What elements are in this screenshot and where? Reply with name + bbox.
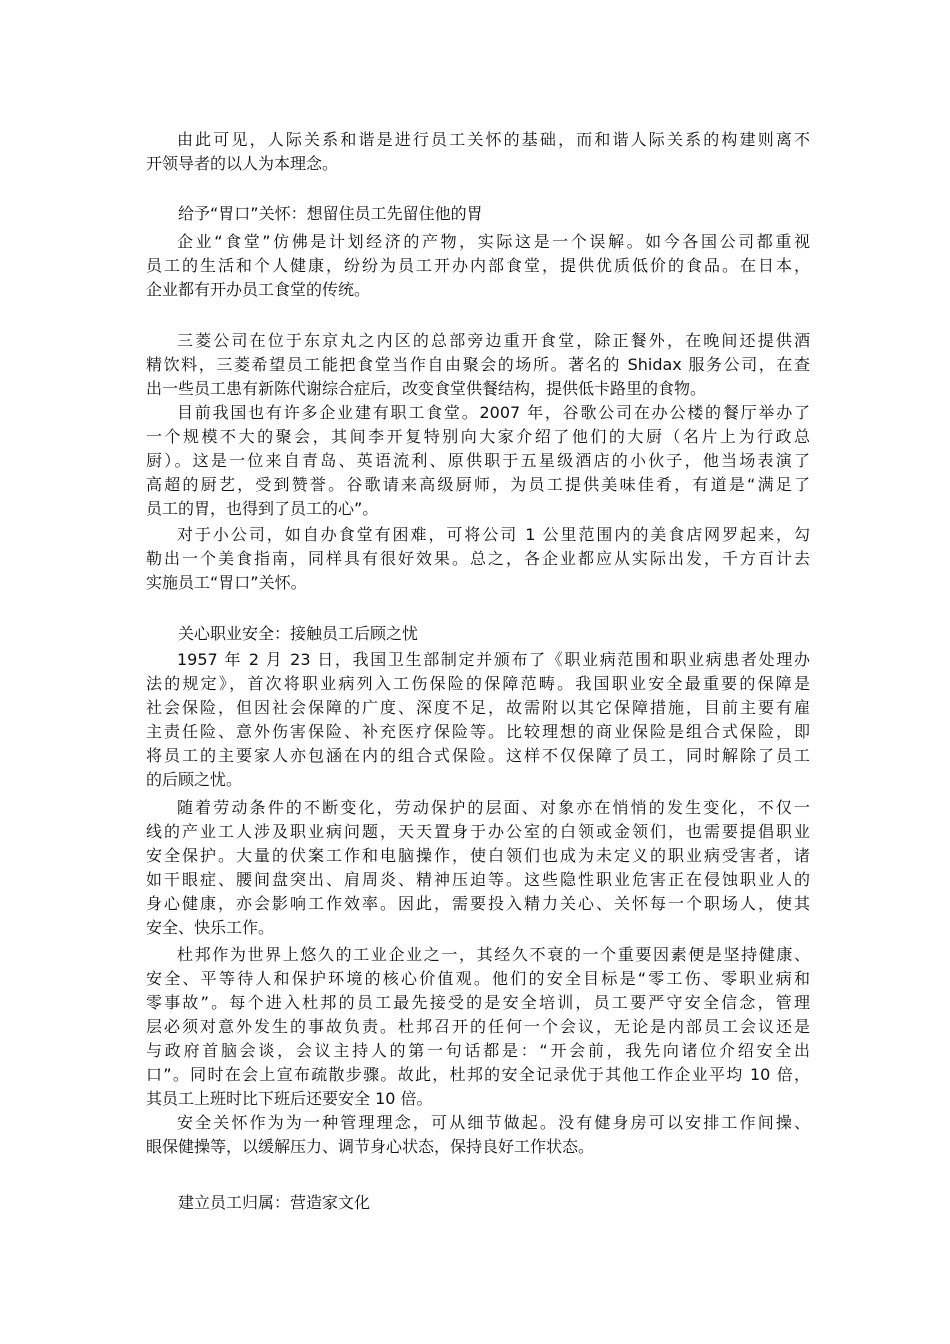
text-line: 安全保护。大量的伏案工作和电脑操作，使白领们也成为未定义的职业病受害者，诸	[146, 846, 810, 865]
text-line: 员工的胃，也得到了员工的心”。	[146, 499, 379, 518]
text-line: 高超的厨艺，受到赞誉。谷歌请来高级厨师，为员工提供美味佳肴，有道是“满足了	[146, 475, 810, 494]
text-line: 安全、平等待人和保护环境的核心价值观。他们的安全目标是“零工伤、零职业病和	[146, 969, 810, 988]
text-line: 线的产业工人涉及职业病问题，天天置身于办公室的白领或金领们，也需要提倡职业	[146, 822, 810, 841]
text-line: 的后顾之忧。	[146, 770, 243, 789]
text-line: 勒出一个美食指南，同样具有很好效果。总之，各企业都应从实际出发，千方百计去	[146, 549, 810, 568]
text-line: 身心健康，亦会影响工作效率。因此，需要投入精力关心、关怀每一个职场人，使其	[146, 894, 810, 913]
text-line: 开领导者的以人为本理念。	[146, 154, 339, 173]
text-line: 将员工的主要家人亦包涵在内的组合式保险。这样不仅保障了员工，同时解除了员工	[146, 746, 810, 765]
text-line: 与政府首脑会谈，会议主持人的第一句话都是：“开会前，我先向诸位介绍安全出	[146, 1041, 810, 1060]
text-line: 法的规定》，首次将职业病列入工伤保险的保障范畴。我国职业安全最重要的保障是	[146, 674, 810, 693]
text-line: 员工的生活和个人健康，纷纷为员工开办内部食堂，提供优质低价的食品。在日本，	[146, 256, 810, 275]
text-line: 其员工上班时比下班后还要安全 10 倍。	[146, 1089, 433, 1108]
text-line: 主责任险、意外伤害保险、补充医疗保险等。比较理想的商业保险是组合式保险，即	[146, 722, 810, 741]
text-line: 由此可见，人际关系和谐是进行员工关怀的基础，而和谐人际关系的构建则离不	[177, 130, 810, 149]
text-line: 精饮料，三菱希望员工能把食堂当作自由聚会的场所。著名的 Shidax 服务公司，在查	[146, 355, 810, 374]
text-line: 三菱公司在位于东京丸之内区的总部旁边重开食堂，除正餐外，在晚间还提供酒	[177, 331, 810, 350]
text-line: 随着劳动条件的不断变化，劳动保护的层面、对象亦在悄悄的发生变化，不仅一	[177, 798, 810, 817]
text-line: 出一些员工患有新陈代谢综合症后，改变食堂供餐结构，提供低卡路里的食物。	[146, 379, 707, 398]
section-heading: 建立员工归属：营造家文化	[178, 1193, 371, 1212]
section-heading: 关心职业安全：接触员工后顾之忧	[178, 624, 419, 643]
section-heading: 给予“胃口”关怀：想留住员工先留住他的胃	[178, 204, 483, 223]
text-line: 层必须对意外发生的事故负责。杜邦召开的任何一个会议，无论是内部员工会议还是	[146, 1017, 810, 1036]
text-line: 目前我国也有许多企业建有职工食堂。2007 年，谷歌公司在办公楼的餐厅举办了	[177, 403, 810, 422]
text-line: 口”。同时在会上宣布疏散步骤。故此，杜邦的安全记录优于其他工作企业平均 10 倍，	[146, 1065, 810, 1084]
text-line: 企业“食堂”仿佛是计划经济的产物，实际这是一个误解。如今各国公司都重视	[177, 232, 810, 251]
text-line: 安全、快乐工作。	[146, 918, 275, 937]
text-line: 厨）。这是一位来自青岛、英语流利、原供职于五星级酒店的小伙子，他当场表演了	[146, 451, 810, 470]
text-line: 一个规模不大的聚会，其间李开复特别向大家介绍了他们的大厨（名片上为行政总	[146, 427, 810, 446]
text-line: 实施员工“胃口”关怀。	[146, 573, 307, 592]
text-line: 杜邦作为世界上悠久的工业企业之一，其经久不衰的一个重要因素便是坚持健康、	[177, 945, 810, 964]
text-line: 安全关怀作为为一种管理理念，可从细节做起。没有健身房可以安排工作间操、	[177, 1113, 810, 1132]
text-line: 1957 年 2 月 23 日，我国卫生部制定并颁布了《职业病范围和职业病患者处理办	[177, 650, 810, 669]
text-line: 眼保健操等，以缓解压力、调节身心状态，保持良好工作状态。	[146, 1137, 595, 1156]
text-line: 社会保险，但因社会保障的广度、深度不足，故需附以其它保障措施，目前主要有雇	[146, 698, 810, 717]
text-line: 零事故”。每个进入杜邦的员工最先接受的是安全培训，员工要严守安全信念，管理	[146, 993, 810, 1012]
text-line: 对于小公司，如自办食堂有困难，可将公司 1 公里范围内的美食店网罗起来，勾	[177, 525, 810, 544]
text-line: 企业都有开办员工食堂的传统。	[146, 280, 371, 299]
text-line: 如干眼症、腰间盘突出、肩周炎、精神压迫等。这些隐性职业危害正在侵蚀职业人的	[146, 870, 810, 889]
